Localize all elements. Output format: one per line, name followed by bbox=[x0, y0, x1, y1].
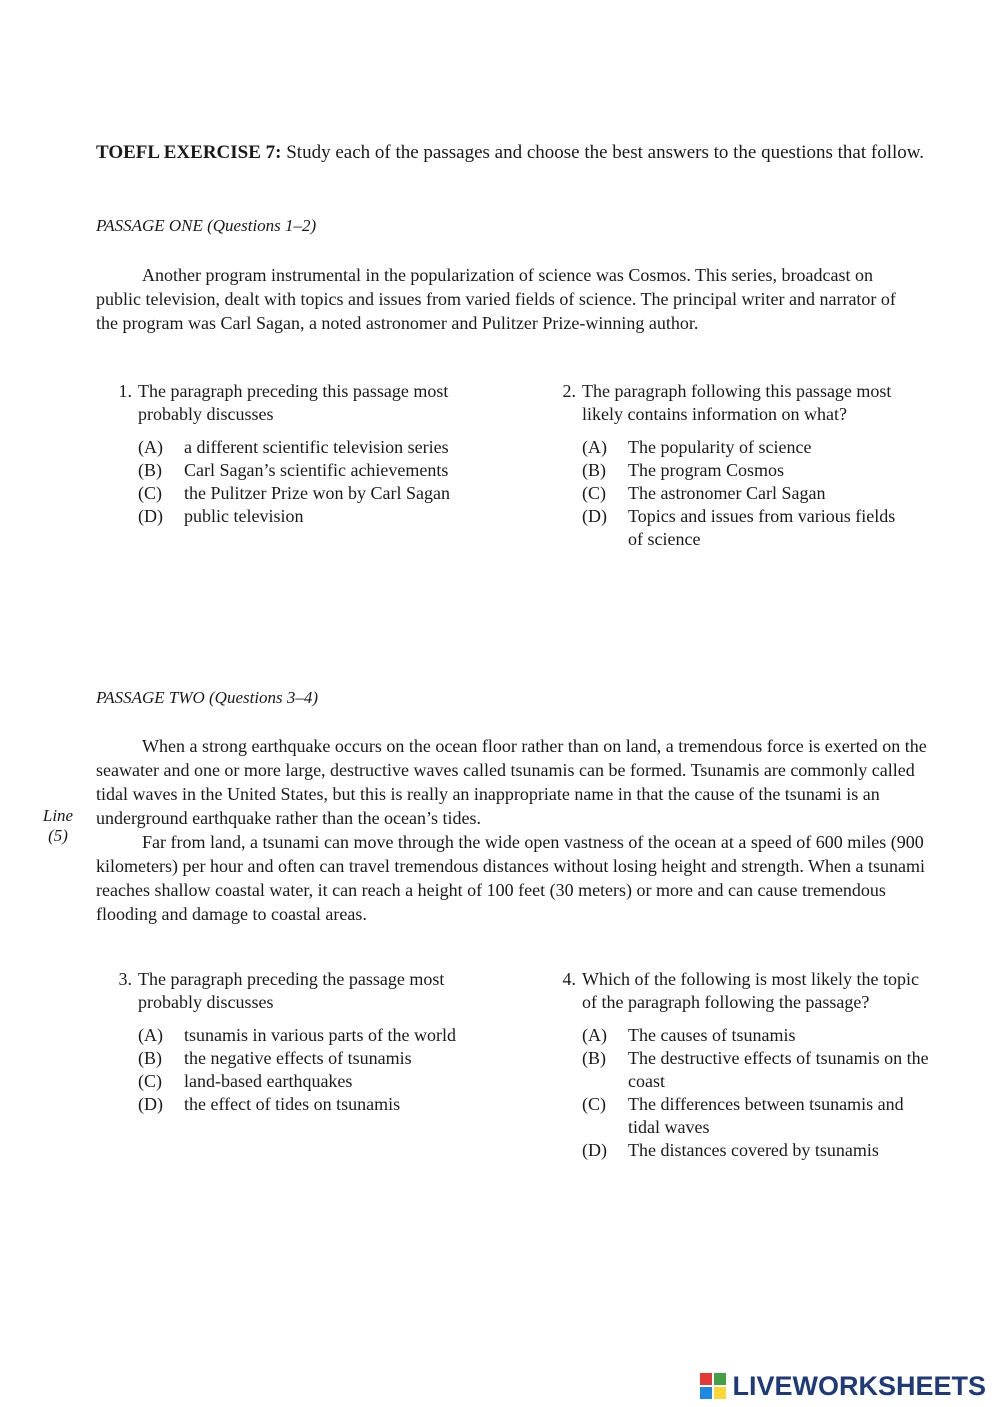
answer-option-a[interactable]: (A) tsunamis in various parts of the world bbox=[138, 1025, 456, 1045]
logo-block-red bbox=[700, 1373, 712, 1385]
exercise-heading bbox=[96, 140, 936, 166]
answer-option-b[interactable]: (B) Carl Sagan’s scientific achievements bbox=[138, 460, 449, 480]
passage-two-paragraph-1: When a strong earthquake occurs on the ocean floor rather than on land, a tremendous force is exerted on the seawater and one or more large, destructive waves called tsunamis can be formed. Tsunamis are commonly called tidal waves in the United States, but this is really an inappropriate name in that the cause of the tsunami is an underground earthquake rather than the ocean’s tides. bbox=[96, 736, 927, 828]
answer-options bbox=[582, 436, 912, 551]
answer-option-b[interactable]: (B) The destructive effects of tsunamis on the coast bbox=[582, 1048, 929, 1091]
answer-option-b[interactable]: (B) The program Cosmos bbox=[582, 460, 784, 480]
question-number: 1. bbox=[118, 381, 132, 401]
answer-option-a[interactable]: (A) The causes of tsunamis bbox=[582, 1025, 796, 1045]
answer-options bbox=[582, 1024, 932, 1162]
exercise-instructions: Study each of the passages and choose the best answers to the questions that follow. bbox=[286, 142, 924, 163]
answer-option-c[interactable]: (C) land-based earthquakes bbox=[138, 1071, 353, 1091]
question-stem: The paragraph preceding this passage most probably discusses bbox=[138, 381, 449, 424]
answer-option-a[interactable]: (A) The popularity of science bbox=[582, 437, 812, 457]
question-number: 2. bbox=[562, 381, 576, 401]
question-stem: The paragraph preceding the passage most probably discusses bbox=[138, 969, 445, 1012]
passage-two-title: PASSAGE TWO (Questions 3–4) bbox=[96, 688, 319, 707]
line-marker-number: (5) bbox=[48, 826, 68, 845]
question-number: 3. bbox=[118, 969, 132, 989]
passage-two-text bbox=[96, 734, 936, 926]
question-1 bbox=[118, 380, 478, 528]
answer-option-c[interactable]: (C) The differences between tsunamis and tidal waves bbox=[582, 1094, 904, 1137]
logo-block-green bbox=[714, 1373, 726, 1385]
answer-option-c[interactable]: (C) the Pulitzer Prize won by Carl Sagan bbox=[138, 483, 450, 503]
answer-options bbox=[138, 436, 478, 528]
question-number: 4. bbox=[562, 969, 576, 989]
answer-option-d[interactable]: (D) the effect of tides on tsunamis bbox=[138, 1094, 401, 1114]
line-marker-word: Line bbox=[42, 806, 74, 825]
answer-options bbox=[138, 1024, 478, 1116]
liveworksheets-logo[interactable] bbox=[700, 1371, 986, 1401]
logo-text: LIVEWORKSHEETS bbox=[732, 1370, 986, 1401]
logo-block-yellow bbox=[714, 1387, 726, 1399]
answer-option-c[interactable]: (C) The astronomer Carl Sagan bbox=[582, 483, 826, 503]
passage-one-title: PASSAGE ONE (Questions 1–2) bbox=[96, 216, 317, 235]
passage-one-text bbox=[96, 263, 916, 335]
answer-option-b[interactable]: (B) the negative effects of tsunamis bbox=[138, 1048, 412, 1068]
liveworksheets-logo-icon bbox=[700, 1373, 726, 1399]
question-3 bbox=[118, 968, 478, 1116]
answer-option-d[interactable]: (D) Topics and issues from various fields of science bbox=[582, 506, 896, 549]
logo-block-blue bbox=[700, 1387, 712, 1399]
answer-option-d[interactable]: (D) public television bbox=[138, 506, 304, 526]
answer-option-a[interactable]: (A) a different scientific television series bbox=[138, 437, 449, 457]
line-marker bbox=[36, 806, 80, 846]
question-2 bbox=[562, 380, 912, 551]
question-stem: The paragraph following this passage most likely contains information on what? bbox=[582, 381, 892, 424]
answer-option-d[interactable]: (D) The distances covered by tsunamis bbox=[582, 1140, 879, 1160]
passage-one-paragraph: Another program instrumental in the popularization of science was Cosmos. This series, broadcast on public television, dealt with topics and issues from varied fields of science. The principal writer and narrator of the program was Carl Sagan, a noted astronomer and Pulitzer Prize-winning author. bbox=[96, 265, 896, 333]
question-stem: Which of the following is most likely the topic of the paragraph following the passage? bbox=[582, 969, 919, 1012]
passage-two-paragraph-2: Far from land, a tsunami can move through the wide open vastness of the ocean at a speed of 600 miles (900 kilometers) per hour and often can travel tremendous distances without losing height and strength. When a tsunami reaches shallow coastal water, it can reach a height of 100 feet (30 meters) or more and can cause tremendous flooding and damage to coastal areas. bbox=[96, 832, 925, 924]
exercise-label: TOEFL EXERCISE 7: bbox=[96, 142, 282, 163]
question-4 bbox=[562, 968, 932, 1162]
